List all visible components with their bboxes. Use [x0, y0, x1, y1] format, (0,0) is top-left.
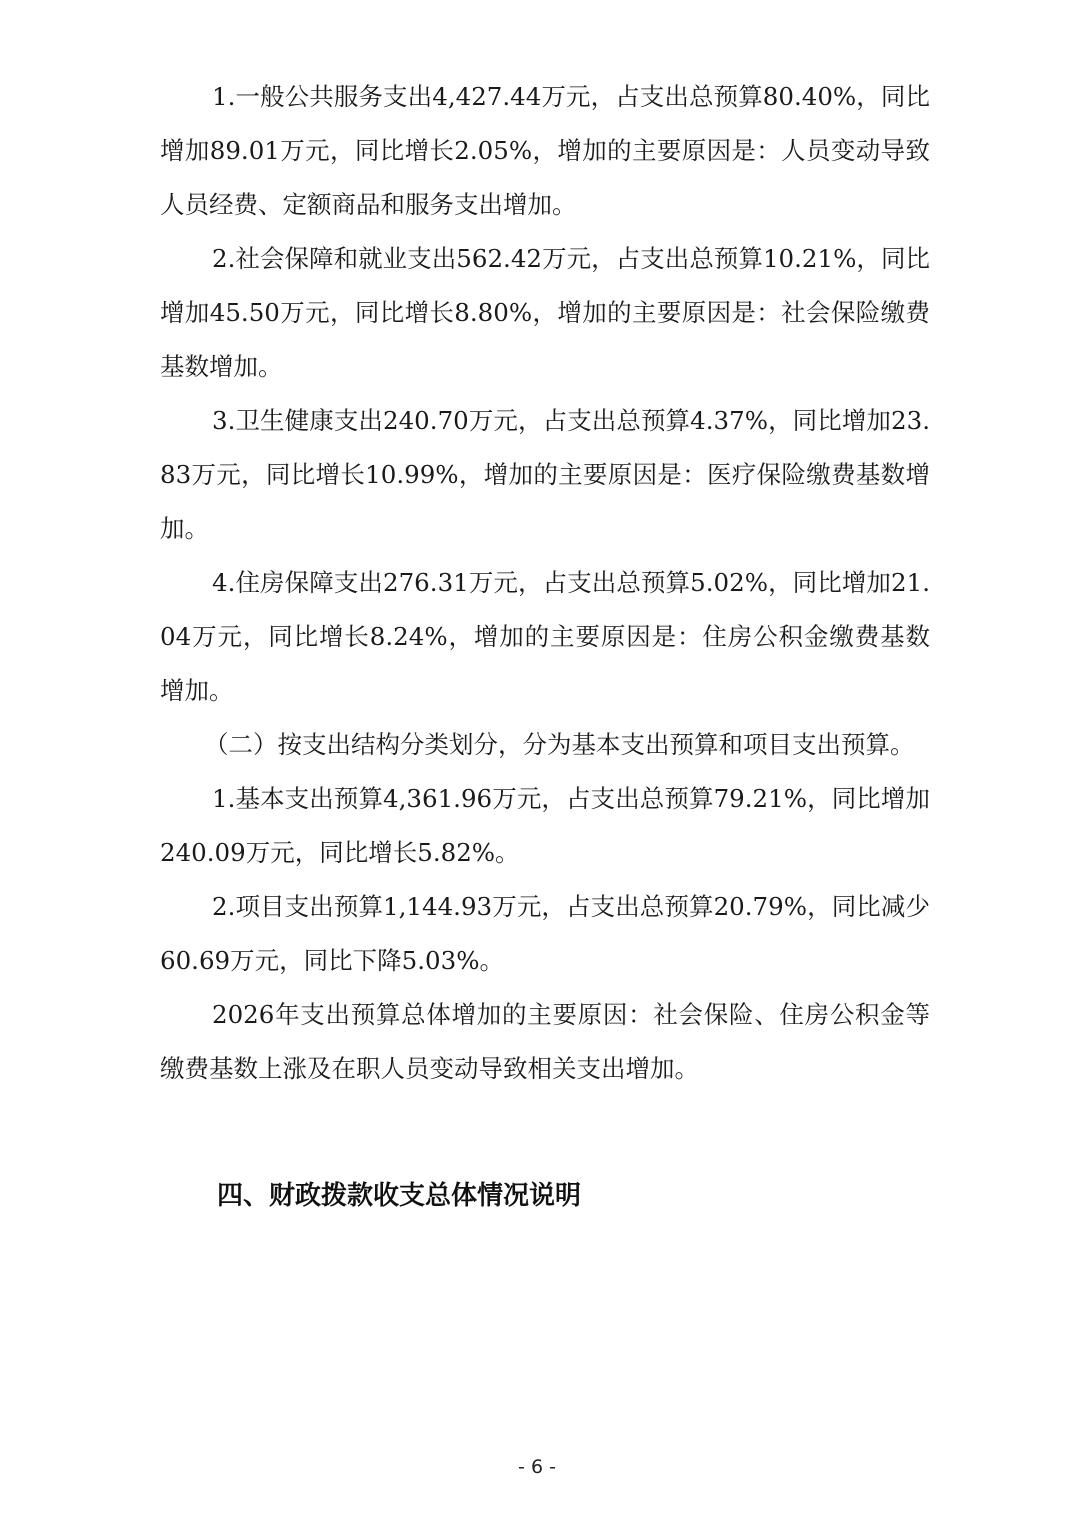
paragraph-general-public-services: 1.一般公共服务支出4,427.44万元，占支出总预算80.40%，同比增加89.01万元，同比增长2.05%，增加的主要原因是：人员变动导致人员经费、定额商品和服务支出增加。: [160, 82, 930, 219]
paragraph-social-security: 2.社会保障和就业支出562.42万元，占支出总预算10.21%，同比增加45.50万元，同比增长8.80%，增加的主要原因是：社会保险缴费基数增加。: [160, 244, 930, 381]
paragraph-health: 3.卫生健康支出240.70万元，占支出总预算4.37%，同比增加23.83万元，同比增长10.99%，增加的主要原因是：医疗保险缴费基数增加。: [160, 406, 930, 543]
paragraph-housing: 4.住房保障支出276.31万元，占支出总预算5.02%，同比增加21.04万元，同比增长8.24%，增加的主要原因是：住房公积金缴费基数增加。: [160, 568, 930, 705]
paragraph-expenditure-structure: （二）按支出结构分类划分，分为基本支出预算和项目支出预算。: [204, 730, 915, 759]
document-body: [160, 70, 930, 1096]
paragraph-project-expenditure: 2.项目支出预算1,144.93万元，占支出总预算20.79%，同比减少60.69万元，同比下降5.03%。: [160, 892, 930, 975]
page-number: - 6 -: [518, 1456, 556, 1478]
paragraph-basic-expenditure: 1.基本支出预算4,361.96万元，占支出总预算79.21%，同比增加240.09万元，同比增长5.82%。: [160, 784, 930, 867]
paragraph-overall-reason: 2026年支出预算总体增加的主要原因：社会保险、住房公积金等缴费基数上涨及在职人员变动导致相关支出增加。: [160, 1000, 930, 1083]
section-heading: 四、财政拨款收支总体情况说明: [217, 1181, 582, 1211]
